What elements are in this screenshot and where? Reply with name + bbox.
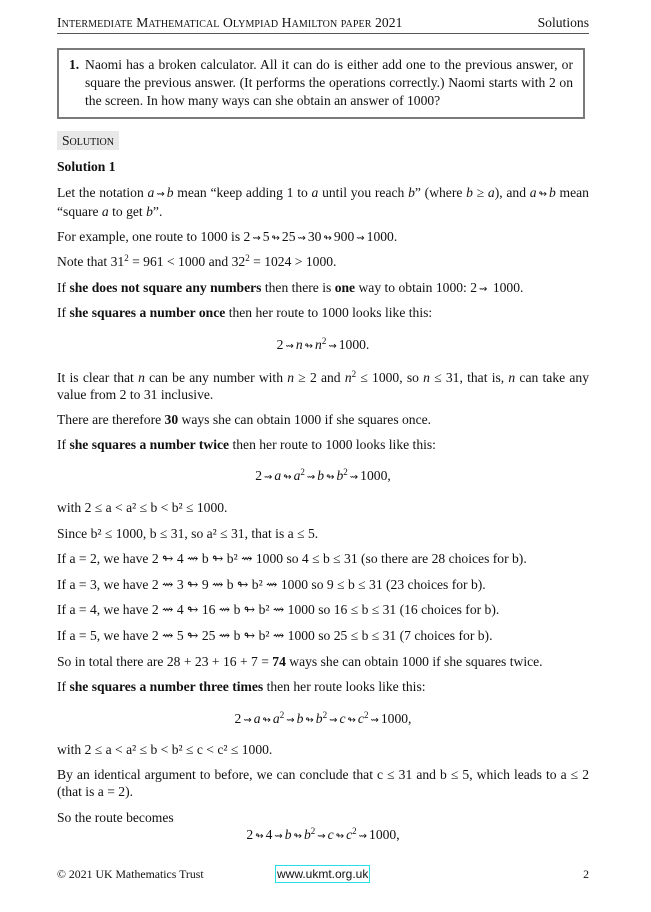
case-a5-line: If a = 5, we have 2 ⇝ 5 ↬ 25 ⇝ b ↬ b² ⇝ 1000 so 25 ≤ b ≤ 31 (7 choices for b).	[57, 628, 493, 643]
math-variable: b	[315, 711, 323, 726]
identical-paragraph: By an identical argument to before, we can conclude that c ≤ 31 and b ≤ 5, which leads to a ≤ 2 (that is a = 2).	[57, 767, 589, 799]
math-variable: c	[346, 827, 353, 842]
text-segment: then her route looks like this:	[263, 679, 426, 694]
text-segment: ≤ 31, that is,	[429, 370, 509, 385]
note-line	[57, 253, 589, 270]
math-variable: b	[284, 827, 292, 842]
square-arrow-icon: ↬	[283, 472, 292, 483]
text-segment: until you reach	[318, 185, 409, 200]
problem-box	[57, 48, 585, 119]
text-segment: Note that 31	[57, 254, 125, 269]
add-arrow-icon: ⇝	[370, 715, 379, 726]
add-arrow-icon: ⇝	[328, 341, 337, 352]
math-variable: b	[548, 185, 556, 200]
text-segment: If	[57, 280, 70, 295]
solution-tag: Solution	[57, 131, 119, 150]
superscript-exponent: 2	[352, 826, 357, 836]
math-variable: b	[296, 711, 304, 726]
superscript-exponent: 2	[322, 710, 328, 720]
square-arrow-icon: ↬	[335, 831, 345, 842]
math-variable: a	[147, 185, 155, 200]
problem-number: 1.	[69, 57, 80, 72]
math-variable: n	[287, 370, 295, 385]
square-twice-line	[57, 436, 589, 453]
text-segment: can be any number with	[144, 370, 288, 385]
add-arrow-icon: ⇝	[358, 831, 368, 842]
twice-route-equation: 2 ⇝ a ↬ $a^2$ ⇝ b ↬ $b^2$ ⇝ 1000,	[255, 467, 391, 483]
no-square-line	[57, 279, 589, 298]
bold-emphasis: she squares a number twice	[69, 437, 230, 452]
case-a3-line: If a = 3, we have 2 ⇝ 3 ↬ 9 ⇝ b ↬ b² ⇝ 1000 so 9 ≤ b ≤ 31 (23 choices for b).	[57, 577, 486, 592]
math-variable: n	[295, 337, 303, 352]
superscript-exponent: 2	[351, 369, 357, 379]
math-variable: a	[272, 711, 280, 726]
problem-text: Naomi has a broken calculator. All it can do is either add one to the previous answer, or square the previous answer. (It performs the operations correctly.) Naomi starts with 2 on the screen. In how many ways can she obtain an answer of 1000?	[85, 57, 573, 108]
text-segment: 1000.	[489, 280, 524, 295]
text-segment: ways she can obtain 1000 if she squares once.	[178, 412, 432, 427]
text-segment: 1000.	[366, 229, 398, 244]
square-arrow-icon: ↬	[255, 831, 264, 842]
add-arrow-icon: ⇝	[349, 472, 359, 483]
text-segment: 1000,	[380, 711, 412, 726]
superscript-exponent: 2	[363, 710, 369, 720]
text-segment: ≤ 1000, so	[356, 370, 424, 385]
math-variable: n	[315, 337, 322, 352]
math-variable: a	[101, 204, 109, 219]
text-segment: mean “square	[57, 185, 589, 219]
superscript-exponent: 2	[124, 253, 129, 263]
bold-emphasis: 30	[164, 412, 179, 427]
add-arrow-icon: ⇝	[329, 715, 338, 726]
superscript-exponent: 2	[279, 710, 285, 720]
math-variable: b	[166, 185, 174, 200]
math-variable: a	[253, 711, 261, 726]
page-header	[57, 13, 589, 34]
math-variable: n	[423, 370, 430, 385]
superscript-exponent: 2	[310, 826, 316, 836]
text-segment: 900	[333, 229, 355, 244]
text-segment: 25	[281, 229, 296, 244]
text-segment: = 1024 > 1000.	[249, 254, 337, 269]
ukmt-website-link[interactable]: www.ukmt.org.uk	[277, 867, 369, 881]
text-segment: ≥ 2 and	[294, 370, 345, 385]
bold-emphasis: 74	[272, 654, 286, 669]
square-arrow-icon: ↬	[538, 189, 547, 200]
solution-heading	[57, 158, 589, 175]
math-variable: n	[344, 370, 352, 385]
add-arrow-icon: ⇝	[285, 341, 294, 352]
math-variable: b	[146, 204, 153, 219]
text-segment: way to obtain 1000: 2	[355, 280, 478, 295]
route-becomes-line: So the route becomes	[57, 810, 174, 825]
square-once-line	[57, 304, 589, 321]
bold-emphasis: she does not square any numbers	[69, 280, 262, 295]
math-variable: a	[293, 468, 301, 483]
math-variable: n	[138, 370, 145, 385]
math-variable: c	[339, 711, 346, 726]
text-segment: ” (where	[414, 185, 467, 200]
text-segment: then her route to 1000 looks like this:	[229, 437, 436, 452]
text-segment: 1000,	[360, 468, 391, 483]
text-segment: ), and	[494, 185, 530, 200]
square-arrow-icon: ↬	[323, 233, 332, 244]
copyright-text: © 2021 UK Mathematics Trust	[57, 867, 204, 881]
text-segment: So in total there are 28 + 23 + 16 + 7 =	[57, 654, 273, 669]
text-segment: 5	[262, 229, 270, 244]
math-variable: b	[317, 468, 325, 483]
square-arrow-icon: ↬	[304, 341, 314, 352]
math-variable: c	[327, 827, 334, 842]
math-variable: a	[487, 185, 495, 200]
add-arrow-icon: ⇝	[264, 472, 273, 483]
therefore-line	[57, 411, 589, 428]
superscript-exponent: 2	[300, 467, 305, 477]
add-arrow-icon: ⇝	[479, 284, 488, 295]
with-twice-line: with 2 ≤ a < a² ≤ b < b² ≤ 1000.	[57, 500, 228, 515]
math-variable: a	[529, 185, 537, 200]
add-arrow-icon: ⇝	[306, 472, 316, 483]
text-segment: It is clear that	[57, 370, 139, 385]
final-route-equation: 2 ↬ 4 ⇝ b ↬ $b^2$ ⇝ c ↬ $c^2$ ⇝ 1000,	[246, 826, 400, 842]
solution-heading-text: Solution 1	[57, 159, 116, 174]
add-arrow-icon: ⇝	[252, 233, 261, 244]
add-arrow-icon: ⇝	[243, 715, 252, 726]
math-variable: b	[336, 468, 344, 483]
bold-emphasis: she squares a number once	[69, 305, 226, 320]
text-segment: to get	[108, 204, 147, 219]
text-segment: mean “keep adding 1 to	[173, 185, 312, 200]
math-variable: b	[466, 185, 473, 200]
bold-emphasis: she squares a number three times	[69, 679, 264, 694]
math-variable: n	[508, 370, 516, 385]
clear-paragraph	[57, 369, 589, 403]
text-segment: If	[57, 305, 70, 320]
text-segment: If	[57, 437, 70, 452]
header-title: Intermediate Mathematical Olympiad Hamilton paper 2021	[57, 15, 403, 30]
text-segment: For example, one route to 1000 is	[57, 229, 241, 244]
bold-emphasis: one	[334, 280, 356, 295]
square-arrow-icon: ↬	[305, 715, 314, 726]
text-segment: There are therefore	[57, 412, 165, 427]
text-segment: = 961 < 1000 and 32	[128, 254, 246, 269]
text-segment: Let the notation	[57, 185, 148, 200]
text-segment: can take any value from 2 to 31 inclusive.	[57, 370, 590, 402]
text-segment: 1000,	[369, 827, 400, 842]
math-variable: c	[357, 711, 364, 726]
case-a2-line: If a = 2, we have 2 ↬ 4 ⇝ b ↬ b² ⇝ 1000 so 4 ≤ b ≤ 31 (so there are 28 choices for b).	[57, 551, 527, 566]
square-arrow-icon: ↬	[262, 715, 271, 726]
math-variable: b	[408, 185, 415, 200]
square-three-line	[57, 678, 589, 695]
superscript-exponent: 2	[245, 253, 250, 263]
add-arrow-icon: ⇝	[297, 233, 306, 244]
notation-paragraph: Let the notation a ⇝ b mean “keep adding 1 to a until you reach b” (where b ≥ a), and a ↬ b mean “square a to get b”.	[57, 185, 589, 219]
square-arrow-icon: ↬	[347, 715, 356, 726]
math-variable: a	[274, 468, 282, 483]
case-a4-line: If a = 4, we have 2 ⇝ 4 ↬ 16 ⇝ b ↬ b² ⇝ 1000 so 16 ≤ b ≤ 31 (16 choices for b).	[57, 602, 500, 617]
math-variable: a	[311, 185, 319, 200]
with-three-line: with 2 ≤ a < a² ≤ b < b² ≤ c < c² ≤ 1000.	[57, 742, 273, 757]
text-segment: 1000.	[338, 337, 370, 352]
text-segment: ”.	[152, 204, 163, 219]
example-line	[57, 228, 589, 247]
header-section: Solutions	[537, 15, 589, 30]
since-line: Since b² ≤ 1000, b ≤ 31, so a² ≤ 31, that is a ≤ 5.	[57, 526, 319, 541]
add-arrow-icon: ⇝	[274, 831, 283, 842]
text-segment: then her route to 1000 looks like this:	[225, 305, 433, 320]
add-arrow-icon: ⇝	[317, 831, 326, 842]
three-route-equation: 2 ⇝ a ↬ $a^2$ ⇝ b ↬ $b^2$ ⇝ c ↬ $c^2$ ⇝ 1000,	[234, 710, 412, 726]
text-segment: 2	[243, 229, 251, 244]
once-route-equation: 2 ⇝ n ↬ $n^2$ ⇝ 1000.	[276, 336, 370, 352]
add-arrow-icon: ⇝	[156, 189, 165, 200]
add-arrow-icon: ⇝	[286, 715, 295, 726]
square-arrow-icon: ↬	[293, 831, 302, 842]
math-variable: b	[303, 827, 311, 842]
text-segment: 30	[307, 229, 322, 244]
text-segment: then there is	[261, 280, 335, 295]
total-line	[57, 653, 589, 670]
superscript-exponent: 2	[321, 336, 327, 346]
page-number: 2	[583, 867, 589, 881]
superscript-exponent: 2	[343, 467, 348, 477]
text-segment: If	[57, 679, 70, 694]
page-footer	[57, 866, 589, 884]
square-arrow-icon: ↬	[271, 233, 280, 244]
text-segment: ways she can obtain 1000 if she squares twice.	[285, 654, 543, 669]
square-arrow-icon: ↬	[326, 472, 335, 483]
add-arrow-icon: ⇝	[356, 233, 365, 244]
